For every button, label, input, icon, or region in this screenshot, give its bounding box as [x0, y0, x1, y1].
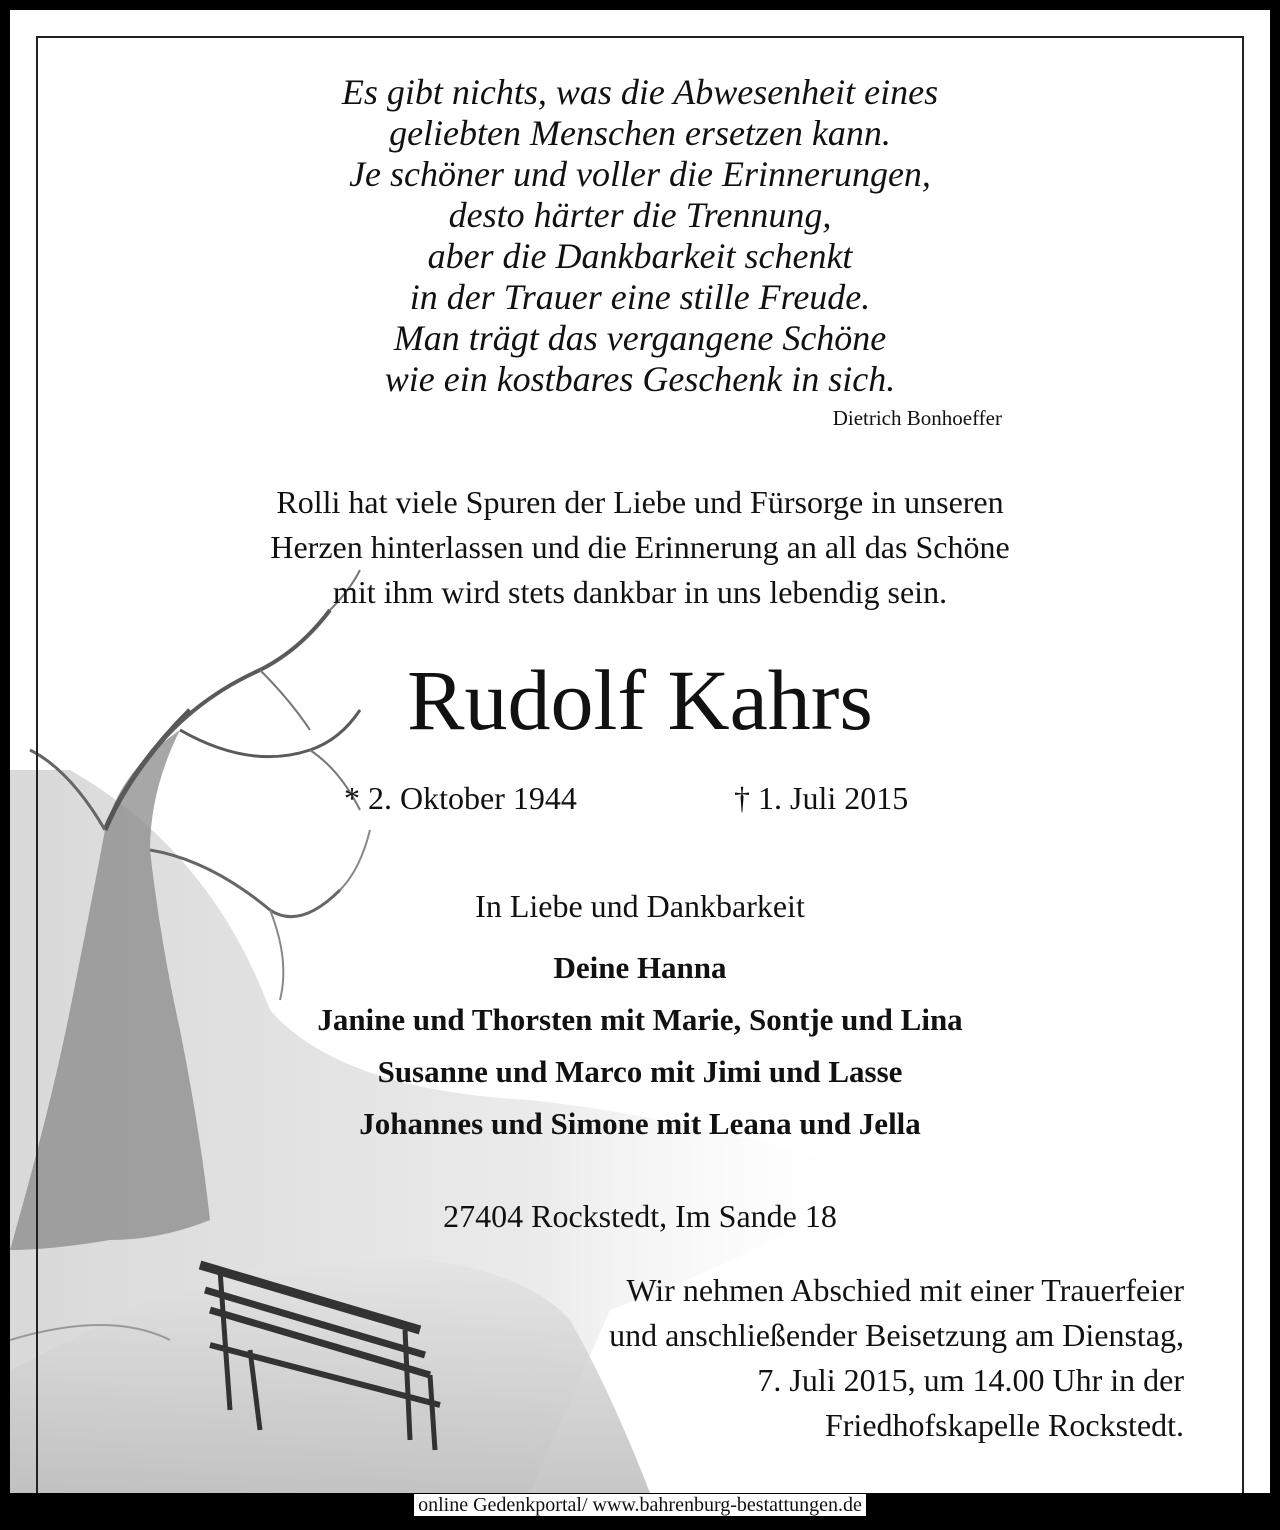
footer-text[interactable]: online Gedenkportal/ www.bahrenburg-bestattungen.de [414, 1494, 866, 1516]
poem-line: geliebten Menschen ersetzen kann. [389, 113, 891, 153]
poem-line: Je schöner und voller die Erinnerungen, [349, 154, 931, 194]
tribute-line: Herzen hinterlassen und die Erinnerung an all das Schöne [270, 529, 1010, 565]
poem-line: desto härter die Trennung, [448, 195, 832, 235]
family-line: Susanne und Marco mit Jimi und Lasse [377, 1054, 903, 1089]
funeral-line: Friedhofskapelle Rockstedt. [824, 1407, 1184, 1443]
funeral-line: Wir nehmen Abschied mit einer Trauerfeier [626, 1272, 1184, 1308]
poem-author: Dietrich Bonhoeffer [832, 406, 1002, 430]
footer-link[interactable] [0, 1494, 1280, 1517]
poem [150, 72, 1130, 400]
funeral-line: und anschließender Beisetzung am Dienstag, [609, 1317, 1184, 1353]
deceased-name: Rudolf Kahrs [407, 652, 873, 748]
tribute-line: mit ihm wird stets dankbar in uns lebendig sein. [332, 574, 948, 610]
family-line: Janine und Thorsten mit Marie, Sontje und Lina [317, 1002, 963, 1037]
death-date: † 1. Juli 2015 [734, 780, 909, 816]
poem-line: Es gibt nichts, was die Abwesenheit eines [341, 72, 939, 112]
poem-line: in der Trauer eine stille Freude. [409, 277, 871, 317]
family-line: Deine Hanna [553, 950, 727, 985]
tribute-text [140, 480, 1140, 615]
funeral-line: 7. Juli 2015, um 14.00 Uhr in der [757, 1362, 1184, 1398]
family-line: Johannes und Simone mit Leana und Jella [359, 1106, 921, 1141]
birth-date: * 2. Oktober 1944 [344, 780, 577, 816]
poem-line: wie ein kostbares Geschenk in sich. [384, 359, 896, 399]
tribute-line: Rolli hat viele Spuren der Liebe und Fürsorge in unseren [276, 484, 1004, 520]
funeral-info [430, 1268, 1184, 1448]
poem-line: aber die Dankbarkeit schenkt [427, 236, 853, 276]
closing-phrase: In Liebe und Dankbarkeit [475, 888, 805, 924]
obituary-notice [10, 10, 1270, 1493]
family-list [140, 942, 1140, 1150]
poem-line: Man trägt das vergangene Schöne [393, 318, 887, 358]
address: 27404 Rockstedt, Im Sande 18 [443, 1198, 837, 1234]
